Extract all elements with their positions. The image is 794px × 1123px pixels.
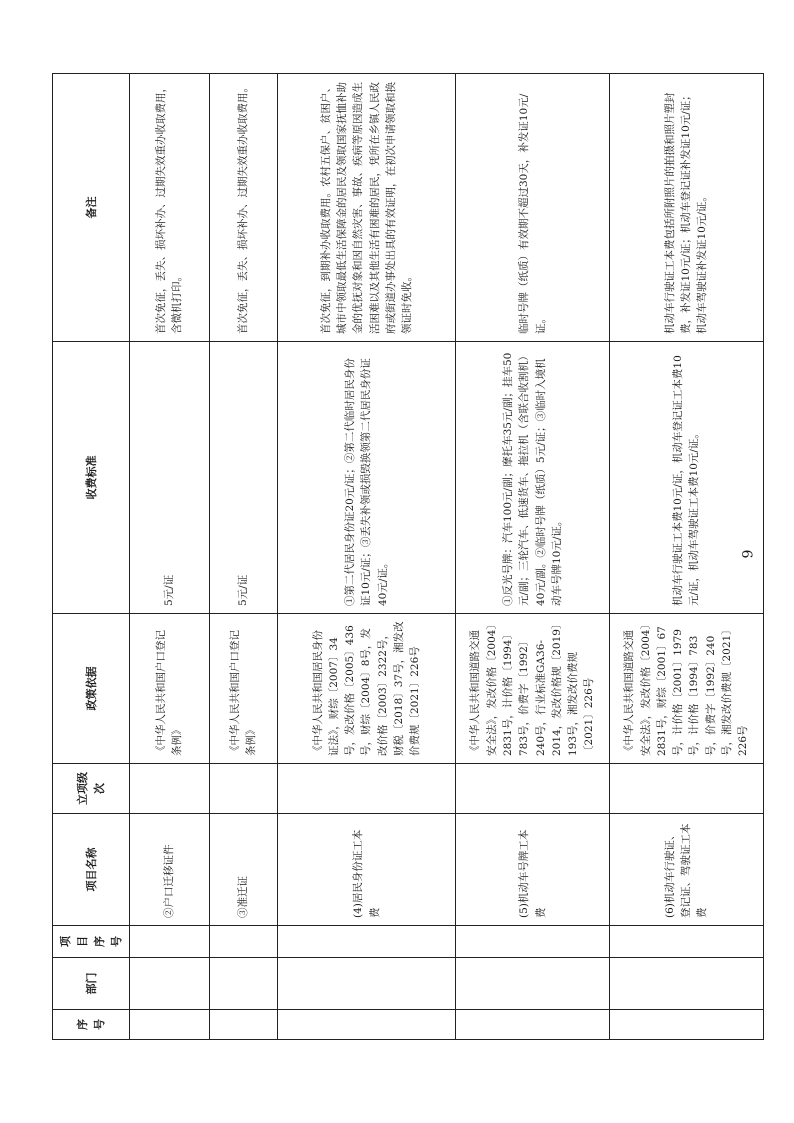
header-seq: 序号 — [53, 1010, 130, 1040]
cell-level — [209, 764, 277, 814]
cell-item-name: (6)机动车行驶证、登记证、驾驶证工本费 — [609, 814, 763, 926]
header-row — [53, 74, 130, 1040]
cell-basis: 《中华人民共和国居民身份证法》，财综〔2007〕34号，发改价格〔2005〕436号，财综〔2004〕8号，发改价格〔2003〕2322号，财税〔2018〕37号，湘发改价费规〔2021〕226号 — [277, 614, 456, 764]
table-row — [130, 74, 209, 1040]
cell-item-no — [130, 926, 209, 958]
document-sheet — [52, 74, 764, 1040]
cell-level — [130, 764, 209, 814]
cell-seq — [209, 1010, 277, 1040]
cell-dept — [609, 958, 763, 1010]
cell-remarks: 首次免征，到期补办收取费用。农村五保户、贫困户、城市中领取最低生活保障金的居民及领取国家抚恤补助金的优抚对象和因自然灾害、事故、疾病等原因造成生活困难以及其他生活有困难的居民，凭所在乡镇人民政府或街道办事处出具的有效证明，在初次申请领取和换领证时免收。 — [277, 74, 456, 342]
cell-item-name: (4)居民身份证工本费 — [277, 814, 456, 926]
cell-item-no — [456, 926, 609, 958]
cell-remarks: 机动车行驶证工本费包括所附照片的拍摄和照片塑封费，补发证10元/证；机动车登记证补发证10元/证；机动车驾驶证补发证10元/证。 — [609, 74, 763, 342]
cell-item-name: (5)机动车号牌工本费 — [456, 814, 609, 926]
cell-standard: 5元/证 — [209, 342, 277, 614]
cell-remarks: 临时号牌（纸质）有效期不超过30天，补发证10元/证。 — [456, 74, 609, 342]
cell-item-no — [609, 926, 763, 958]
cell-basis: 《中华人民共和国户口登记条例》 — [209, 614, 277, 764]
cell-basis: 《中华人民共和国道路交通安全法》，发改价格〔2004〕2831号，财综〔2001〕67号，计价格〔2001〕1979号，计价格〔1994〕783号，价费字〔1992〕240号，湘发改价费规〔2021〕226号 — [609, 614, 763, 764]
header-item-name: 项目名称 — [53, 814, 130, 926]
cell-basis: 《中华人民共和国道路交通安全法》，发改价格〔2004〕2831号，计价格〔1994〕783号，价费字〔1992〕240号，行业标准GA36-2014，发改价格规〔2019〕193号，湘发改价费规〔2021〕226号 — [456, 614, 609, 764]
cell-level — [456, 764, 609, 814]
header-item-no: 项目序号 — [53, 926, 130, 958]
cell-seq — [277, 1010, 456, 1040]
page-number: 9 — [740, 549, 757, 559]
cell-standard: ①反光号牌：汽车100元/副；摩托车35元/副；挂车50元/副；三轮汽车、低速货车、拖拉机（含联合收割机）40元/副。②临时号牌（纸质）5元/证；③临时入境机动车号牌10元/证。 — [456, 342, 609, 614]
table-rotated-wrapper — [52, 74, 764, 1040]
cell-standard: 机动车行驶证工本费10元/证，机动车登记证工本费10元/证，机动车驾驶证工本费10元/证。 — [609, 342, 763, 614]
cell-dept — [277, 958, 456, 1010]
cell-remarks: 首次免征，丢失、损坏补办、过期失效重办收取费用，含微机打印。 — [130, 74, 209, 342]
header-remarks: 备注 — [53, 74, 130, 342]
table-row — [277, 74, 456, 1040]
cell-item-name: ③准迁证 — [209, 814, 277, 926]
cell-standard: ①第二代居民身份证20元/证；②第二代临时居民身份证10元/证；③丢失补领或损毁换领第二代居民身份证40元/证。 — [277, 342, 456, 614]
cell-seq — [130, 1010, 209, 1040]
header-level: 立项级次 — [53, 764, 130, 814]
cell-basis: 《中华人民共和国户口登记条例》 — [130, 614, 209, 764]
cell-item-name: ②户口迁移证件 — [130, 814, 209, 926]
cell-item-no — [209, 926, 277, 958]
cell-seq — [609, 1010, 763, 1040]
cell-seq — [456, 1010, 609, 1040]
fee-table — [52, 73, 764, 1040]
header-standard: 收费标准 — [53, 342, 130, 614]
header-dept: 部门 — [53, 958, 130, 1010]
cell-level — [609, 764, 763, 814]
cell-dept — [209, 958, 277, 1010]
cell-dept — [456, 958, 609, 1010]
cell-item-no — [277, 926, 456, 958]
cell-level — [277, 764, 456, 814]
table-row — [456, 74, 609, 1040]
cell-dept — [130, 958, 209, 1010]
table-row — [209, 74, 277, 1040]
header-basis: 政策依据 — [53, 614, 130, 764]
cell-remarks: 首次免征，丢失、损坏补办、过期失效重办收取费用。 — [209, 74, 277, 342]
cell-standard: 5元/证 — [130, 342, 209, 614]
